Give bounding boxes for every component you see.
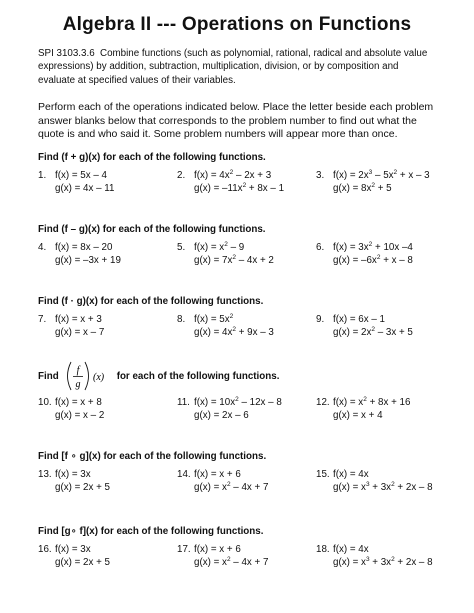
problem-number: 5. [177, 242, 186, 253]
problem-18 [316, 544, 433, 569]
problem-number: 1. [38, 170, 47, 181]
problem-number: 4. [38, 242, 47, 253]
g-expression: $g(x) = 2x^2 - 3x + 5$ [333, 325, 413, 338]
section-heading-compose-fg: Find [f ∘ g](x) for each of the following functions. [38, 451, 267, 462]
g-expression: g(x) = x – 2 [55, 409, 105, 421]
f-expression: f(x) = 4x [333, 469, 369, 480]
fraction-argument: (x) [92, 372, 104, 383]
f-expression: f(x) = x + 3 [55, 314, 102, 325]
instructions: Perform each of the operations indicated below. Place the letter beside each problem answer blanks below that corresponds to the problem number to find out what the quote is and who said it. Some problem numbers will appear more than once. [38, 101, 434, 141]
problem-number: 18. [316, 544, 330, 555]
problem-number: 10. [38, 397, 52, 408]
f-over-g-fraction [63, 361, 115, 391]
problem-number: 9. [316, 314, 325, 325]
g-expression: g(x) = x – 7 [55, 326, 105, 338]
divide-heading-rest: for each of the following functions. [116, 370, 280, 382]
g-expression: $g(x) = x^2 - 4x + 7$ [194, 480, 269, 493]
right-paren [85, 362, 89, 390]
g-expression: $g(x) = x^2 - 4x + 7$ [194, 555, 269, 568]
problem-15 [316, 469, 433, 494]
problem-17 [177, 544, 268, 569]
section-heading-divide [38, 361, 279, 391]
problem-2 [177, 170, 284, 195]
section-heading-subtract: Find (f – g)(x) for each of the following functions. [38, 224, 266, 235]
find-label: Find [38, 370, 59, 382]
problem-number: 13. [38, 469, 52, 480]
g-expression: $g(x) = x^3 + 3x^2 + 2x - 8$ [333, 480, 433, 493]
problem-12 [316, 397, 410, 422]
f-expression: $f(x) = 5x^2$ [194, 313, 234, 325]
section-heading-multiply: Find (f · g)(x) for each of the following functions. [38, 296, 264, 307]
fraction-denominator: g [75, 379, 81, 390]
problem-3 [316, 170, 430, 195]
page-title: Algebra II --- Operations on Functions [62, 14, 412, 35]
problem-number: 11. [177, 397, 190, 408]
fraction-numerator: f [76, 365, 80, 376]
f-expression: f(x) = x + 8 [55, 397, 102, 408]
g-expression: g(x) = –3x + 19 [55, 254, 121, 266]
f-expression: f(x) = 5x – 4 [55, 170, 107, 181]
problem-14 [177, 469, 268, 494]
f-expression: f(x) = 6x – 1 [333, 314, 385, 325]
problem-13 [38, 469, 110, 494]
problem-number: 7. [38, 314, 47, 325]
problem-7 [38, 314, 104, 339]
f-expression: $f(x) = x^2 - 9$ [194, 241, 245, 253]
g-expression: $g(x) = -6x^2 + x - 8$ [333, 253, 413, 266]
standard-description [38, 47, 438, 87]
g-expression: $g(x) = -11x^2 + 8x - 1$ [194, 181, 285, 194]
g-expression: $g(x) = 7x^2 - 4x + 2$ [194, 253, 274, 266]
problem-11 [177, 397, 282, 422]
f-expression: $f(x) = 10x^2 - 12x - 8$ [194, 396, 282, 408]
problem-10 [38, 397, 104, 422]
f-expression: $f(x) = 3x^2 + 10x$ –4 [333, 241, 413, 253]
problem-number: 3. [316, 170, 325, 181]
f-expression: f(x) = 4x [333, 544, 369, 555]
problem-16 [38, 544, 110, 569]
problem-number: 12. [316, 397, 330, 408]
g-expression: g(x) = 2x – 6 [194, 409, 249, 421]
g-expression: g(x) = 2x + 5 [55, 556, 110, 568]
f-expression: f(x) = 8x – 20 [55, 242, 113, 253]
g-expression: g(x) = 4x – 11 [55, 182, 115, 194]
f-expression: f(x) = 3x [55, 469, 91, 480]
problem-8 [177, 314, 274, 339]
f-expression: f(x) = 3x [55, 544, 91, 555]
problem-number: 14. [177, 469, 191, 480]
g-expression: g(x) = x + 4 [333, 409, 383, 421]
problem-6 [316, 242, 413, 267]
problem-number: 8. [177, 314, 186, 325]
problem-9 [316, 314, 413, 339]
f-expression: $f(x) = 2x^3 - 5x^2 + x - 3$ [333, 169, 430, 181]
problem-number: 2. [177, 170, 186, 181]
problem-number: 17. [177, 544, 191, 555]
g-expression: $g(x) = x^3 + 3x^2 + 2x - 8$ [333, 555, 433, 568]
problem-4 [38, 242, 121, 267]
section-heading-add: Find (f + g)(x) for each of the following functions. [38, 152, 266, 163]
left-paren [67, 362, 71, 390]
problem-5 [177, 242, 274, 267]
problem-number: 15. [316, 469, 330, 480]
problem-1 [38, 170, 114, 195]
section-heading-compose-gf: Find [g∘ f](x) for each of the following functions. [38, 526, 264, 537]
f-expression: f(x) = x + 6 [194, 544, 241, 555]
g-expression: $g(x) = 8x^2 + 5$ [333, 181, 392, 194]
problem-number: 16. [38, 544, 52, 555]
f-expression: f(x) = x + 6 [194, 469, 241, 480]
problem-number: 6. [316, 242, 325, 253]
g-expression: $g(x) = 4x^2 + 9x - 3$ [194, 325, 274, 338]
standard-text: Combine functions (such as polynomial, rational, radical and absolute value expressions) by addition, subtraction, multiplication, division, or by composition and evaluate at specified values of their variables. [38, 48, 428, 86]
g-expression: g(x) = 2x + 5 [55, 481, 110, 493]
f-expression: $f(x) = x^2 + 8x + 16$ [333, 396, 411, 408]
f-expression: $f(x) = 4x^2 - 2x + 3$ [194, 169, 272, 181]
standard-code: SPI 3103.3.6 [38, 48, 95, 59]
